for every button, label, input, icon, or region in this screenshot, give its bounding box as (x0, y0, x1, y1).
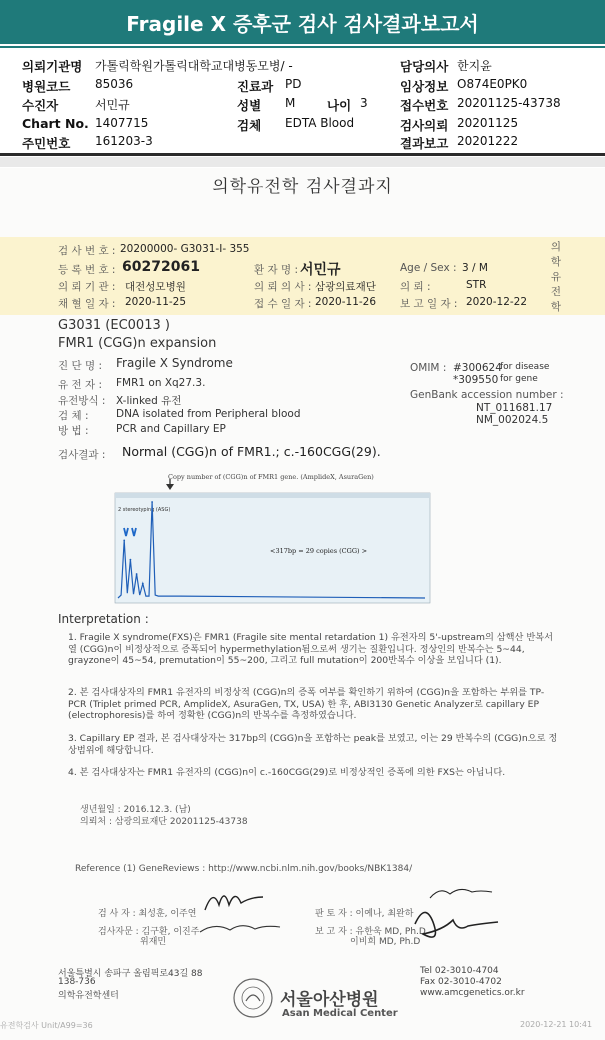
inherit-value: X-linked 유전 (116, 395, 182, 407)
stamp-right: 2020-12-21 10:41 (520, 1020, 593, 1029)
hospital-seal-icon (232, 977, 274, 1019)
header-separator (0, 153, 605, 156)
ref-inst-value: 삼광의료재단 (315, 281, 376, 293)
peak-point (142, 583, 144, 585)
report-date-value: 20201222 (457, 134, 519, 148)
diag-value: Fragile X Syndrome (116, 356, 233, 370)
rep-date-value: 2020-12-22 (466, 296, 528, 308)
signature-3 (430, 889, 492, 898)
clinical-info-value: O874E0PK0 (457, 77, 528, 91)
patient-name-value: 서민규 (300, 262, 341, 278)
peak-point (151, 501, 153, 503)
coll-date-label: 채 혈 일 자 : (58, 298, 116, 310)
room-value: STR (466, 279, 487, 291)
doctor-label: 담당의사 (400, 59, 449, 74)
request-date-value: 20201125 (457, 116, 519, 130)
side-label: 의학유전학 (550, 241, 562, 313)
genbank-1: NT_011681.17 (476, 402, 553, 414)
tel: Tel 02-3010-4704 (420, 966, 499, 976)
peak-point (136, 573, 138, 575)
resident-no-label: 주민번호 (22, 136, 71, 151)
report-title: Fragile X 증후군 검사 검사결과보고서 (126, 11, 479, 36)
sex-value: M (285, 96, 296, 110)
reference: Reference (1) GeneReviews : http://www.ncbi.nlm.nih.gov/books/NBK1384/ (75, 864, 413, 874)
rec-date-value: 2020-11-26 (315, 296, 377, 308)
interp-paragraph-4: 4. 본 검사대상자는 FMR1 유전자의 (CGG)n이 c.-160CGG(29)로 비정상적인 증폭에 의한 FXS는 아닙니다. (68, 767, 506, 778)
specimen-label: 검체 (237, 118, 262, 133)
interp-paragraph-2: 2. 본 검사대상자의 FMR1 유전자의 비정상적 (CGG)n의 증폭 여부를 확인하기 위하여 (CGG)n을 포함하는 부위를 TP-PCR (Triplet primed PCR, AmplideX, AsuraGen, TX, USA) 한 후, ABI3130 Genetic Analyzer로 capillary EP (electrophoresis)를 하여 정확한 (CGG)n의 반복수를 측정하였습니다. (68, 687, 545, 721)
reg-no-value: 60272061 (122, 259, 200, 275)
resident-no-value: 161203-3 (95, 134, 153, 148)
scan-title: 의학유전학 검사결과지 (212, 177, 393, 197)
signature-4 (415, 912, 498, 937)
omim-gene: *309550 (453, 374, 499, 386)
age-label: 나이 (327, 98, 352, 113)
specimen-type-value: DNA isolated from Peripheral blood (116, 408, 301, 420)
advisor-sign-2: 위재민 (140, 937, 167, 947)
interp-paragraph-3: 3. Capillary EP 결과, 본 검사대상자는 317bp의 (CGG)n을 포함하는 peak를 보였고, 이는 29 반복수의 (CGG)n으로 정상범위에 해당합니다. (68, 733, 558, 756)
clinical-info-label: 임상정보 (400, 79, 449, 94)
gene-label: 유 전 자 : (58, 379, 102, 391)
rec-date-label: 접 수 일 자 : (254, 298, 312, 310)
address-line-2: 138-736 (58, 977, 96, 987)
address-line-1: 서울특별시 송파구 올림픽로43길 88 (58, 969, 203, 979)
hospital-name-row: 의뢰기관명 (22, 59, 83, 74)
dept-label: 진료과 (237, 79, 274, 94)
patient-value: 서민규 (95, 98, 130, 112)
hospital-name-en: Asan Medical Center (282, 1008, 398, 1019)
electropherogram (110, 470, 440, 605)
reg-no-label: 등 록 번 호 : (58, 264, 116, 276)
doctor-value: 한지윤 (457, 59, 492, 73)
hospital-name-value: 가톨릭학원가톨릭대학교대병동모병/ - (95, 59, 293, 73)
dept-value: PD (285, 77, 302, 91)
ref-inst-label: 의 뢰 의 사 : (254, 281, 312, 293)
chart-svg (110, 470, 440, 605)
fax: Fax 02-3010-4702 (420, 977, 502, 987)
report-title-bar (0, 0, 605, 44)
hospital-name-kr: 서울아산병원 (280, 990, 379, 1010)
chart-inner-label: 2 stereotyping (ASG) (118, 507, 171, 513)
advisor-sign: 검사자문 : 김구환, 이진주 (98, 927, 200, 937)
method-label: 방 법 : (58, 425, 89, 437)
test-code: G3031 (EC0013 ) (58, 318, 170, 333)
tester-sign: 검 사 자 : 최성훈, 이주연 (98, 909, 197, 919)
peak-point (123, 540, 125, 542)
result-value: Normal (CGG)n of FMR1.; c.-160CGG(29). (122, 444, 381, 459)
ref-hosp-value: 대전성모병원 (125, 281, 186, 293)
chart-no-value: 1407715 (95, 116, 149, 130)
signature-2 (200, 926, 280, 932)
request-date-label: 검사의뢰 (400, 118, 449, 133)
interpretation-title: Interpretation : (58, 612, 149, 626)
omim-label: OMIM : (410, 362, 447, 374)
receipt-no-value: 20201125-43738 (457, 96, 561, 110)
inherit-label: 유전방식 : (58, 395, 106, 407)
age-sex-value: 3 / M (462, 262, 488, 274)
signature-graphics (0, 880, 605, 960)
omim-disease: #300624 (453, 362, 502, 374)
signature-1 (205, 896, 263, 910)
chart-title: Copy number of (CGG)n of FMR1 gene. (AmplideX, AsuraGen) (168, 473, 374, 481)
header-shadow (0, 157, 605, 167)
patient-name-label: 환 자 명 : (254, 264, 298, 276)
gene-value: FMR1 on Xq27.3. (116, 377, 206, 389)
method-value: PCR and Capillary EP (116, 423, 226, 435)
website[interactable]: www.amcgenetics.or.kr (420, 988, 525, 998)
diag-label: 진 단 명 : (58, 360, 102, 372)
chart-annotation: <317bp = 29 copies (CGG) > (270, 547, 368, 555)
hospital-code-label: 병원코드 (22, 79, 71, 94)
specimen-value: EDTA Blood (285, 116, 355, 130)
test-name: FMR1 (CGG)n expansion (58, 336, 217, 351)
title-divider (0, 46, 605, 48)
chart-no-label: Chart No. (22, 116, 89, 131)
genbank-label: GenBank accession number : (410, 389, 564, 401)
exam-no-value: 20200000- G3031-I- 355 (120, 243, 250, 255)
referral-org: 의뢰처 : 삼광의료재단 20201125-43738 (80, 817, 248, 827)
genbank-2: NM_002024.5 (476, 414, 549, 426)
plot-header (115, 493, 430, 498)
reporter-sign-2: 이비희 MD, Ph.D (350, 937, 421, 947)
omim-disease-note: for disease (500, 362, 550, 372)
coll-date-value: 2020-11-25 (125, 296, 187, 308)
sex-label: 성별 (237, 98, 262, 113)
exam-no-label: 검 사 번 호 : (58, 245, 116, 257)
reporter-sign: 보 고 자 : 유한욱 MD, Ph.D (315, 927, 426, 937)
stamp-left: 유전학검사 Unit/A99=36 (0, 1021, 93, 1030)
peak-point (130, 559, 132, 561)
age-sex-label: Age / Sex : (400, 262, 457, 274)
rep-date-label: 보 고 일 자 : (400, 298, 458, 310)
birth-date: 생년월일 : 2016.12.3. (남) (80, 805, 191, 815)
reviewer-sign: 판 토 자 : 이예나, 최완하 (315, 909, 414, 919)
age-value: 3 (360, 96, 368, 110)
report-date-label: 결과보고 (400, 136, 449, 151)
ref-hosp-label: 의 뢰 기 관 : (58, 281, 116, 293)
patient-label: 수진자 (22, 98, 59, 113)
specimen-type-label: 검 체 : (58, 410, 89, 422)
hospital-code-value: 85036 (95, 77, 134, 91)
omim-gene-note: for gene (500, 374, 538, 384)
result-label: 검사결과 : (58, 449, 106, 461)
room-label: 의 뢰 : (400, 281, 431, 293)
interp-paragraph-1: 1. Fragile X syndrome(FXS)은 FMR1 (Fragile site mental retardation 1) 유전자의 5'-upstream의 삼핵산 반복서열 (CGG)n이 비정상적으로 증폭되어 hypermethylation됨으로써 생기는 질환입니다. 정상인의 반복수는 5~44, grayzone이 45~54, premutation이 55~200, 그리고 full mutation이 200반복수 이상을 보입니다 (1). (68, 632, 553, 666)
address-line-3: 의학유전학센터 (58, 991, 119, 1001)
receipt-no-label: 접수번호 (400, 98, 449, 113)
